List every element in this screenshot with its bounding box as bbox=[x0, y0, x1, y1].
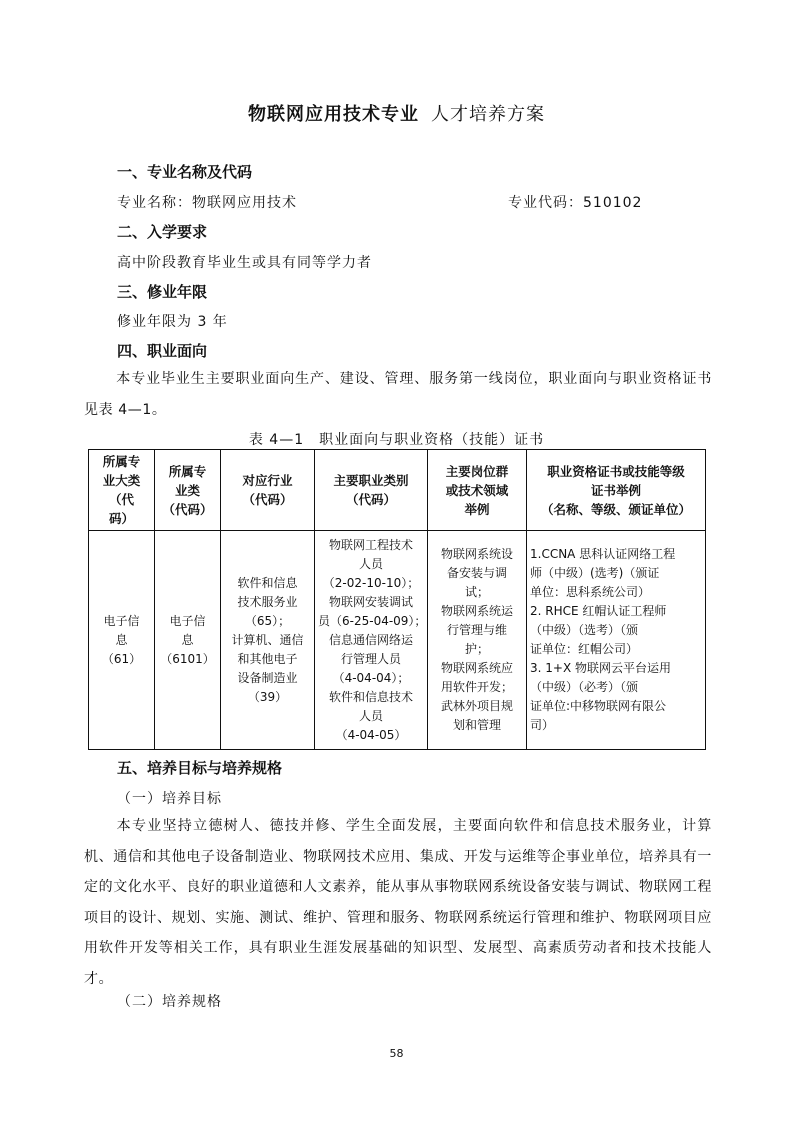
cell-line: 职业资格证书或技能等级 bbox=[547, 463, 685, 479]
section-4-heading: 四、职业面向 bbox=[117, 342, 208, 360]
cell-line: （代码） bbox=[345, 492, 396, 507]
cell-line: （名称、等级、颁证单位） bbox=[540, 501, 691, 517]
cell-line: 业大类 bbox=[102, 473, 141, 488]
cell-line: 息 bbox=[115, 632, 128, 647]
cell-line: 员（6-25-04-09）； bbox=[318, 613, 427, 628]
cell-line: 1.CCNA 思科认证网络工程 bbox=[530, 547, 676, 561]
cell-line: 用软件开发； bbox=[440, 680, 513, 694]
cell-line: 或技术领域 bbox=[445, 482, 509, 498]
cell-line: 单位：思科系统公司） bbox=[530, 585, 651, 599]
row-cell bbox=[428, 531, 527, 750]
header-cell bbox=[155, 450, 221, 531]
cell-line: 主要岗位群 bbox=[445, 463, 509, 479]
row-cell bbox=[89, 531, 155, 750]
goal-paragraph: 本专业坚持立德树人、德技并修、学生全面发展，主要面向软件和信息技术服务业，计算机、通信和其他电子设备制造业、物联网技术应用、集成、开发与运维等企事业单位，培养具有一定的文化水平、良好的职业道德和人文素养，能从事从事物联网系统设备安装与调试、物联网工程项目的设计、规划、实施、测试、维护、管理和服务、物联网系统运行管理和维护、物联网项目应用软件开发等相关工作，具有职业生涯发展基础的知识型、发展型、高素质劳动者和技术技能人才。 bbox=[84, 818, 712, 987]
document-title bbox=[0, 100, 793, 126]
cell-line: （39） bbox=[247, 689, 288, 704]
cell-line: 人员 bbox=[358, 708, 383, 723]
cell-line: 技术服务业 bbox=[237, 594, 298, 609]
cell-line: 师（中级）(选考)（颁证 bbox=[530, 566, 660, 580]
row-cell bbox=[155, 531, 221, 750]
admission-text: 高中阶段教育毕业生或具有同等学力者 bbox=[117, 255, 372, 271]
row-cell bbox=[315, 531, 428, 750]
header-cell bbox=[315, 450, 428, 531]
cell-line: （61） bbox=[101, 651, 142, 666]
cell-line: 所属专 bbox=[102, 454, 141, 469]
cell-line: 物联网系统应 bbox=[440, 661, 513, 675]
cell-line: 码） bbox=[108, 511, 134, 526]
duration-text: 修业年限为 3 年 bbox=[117, 314, 228, 330]
section-5-sub2: （二）培养规格 bbox=[117, 994, 222, 1010]
section-1-heading: 一、专业名称及代码 bbox=[117, 163, 253, 181]
major-name: 专业名称：物联网应用技术 bbox=[117, 195, 297, 211]
cell-line: 软件和信息 bbox=[237, 575, 298, 590]
cell-line: 息 bbox=[181, 632, 194, 647]
cell-line: 物联网系统运 bbox=[440, 604, 513, 618]
cell-line: 和其他电子 bbox=[237, 651, 298, 666]
header-cell bbox=[428, 450, 527, 531]
cell-line: 3. 1+X 物联网云平台运用 bbox=[530, 661, 671, 675]
cell-line: 行管理人员 bbox=[340, 651, 401, 666]
cell-line: 电子信 bbox=[103, 613, 140, 628]
cell-line: 证书举例 bbox=[590, 482, 641, 498]
table-caption: 表 4—1 职业面向与职业资格（技能）证书 bbox=[248, 432, 545, 448]
cell-line: （代码） bbox=[162, 501, 213, 517]
major-code: 专业代码：510102 bbox=[508, 195, 643, 211]
table-header-row bbox=[89, 450, 706, 531]
section-2-heading: 二、入学要求 bbox=[117, 223, 208, 241]
cell-line: 举例 bbox=[464, 501, 490, 517]
table-row bbox=[89, 531, 706, 750]
cell-line: 武林外项目规 bbox=[440, 699, 513, 713]
cell-line: 护； bbox=[464, 642, 489, 656]
cell-line: 主要职业类别 bbox=[333, 473, 409, 488]
cell-line: （中级）（选考）（颁 bbox=[530, 623, 639, 637]
title-sub: 人才培养方案 bbox=[431, 104, 545, 125]
row-cell bbox=[527, 531, 706, 750]
cell-line: （65）； bbox=[244, 613, 291, 628]
cell-line: 业类 bbox=[174, 482, 200, 498]
cell-line: 物联网系统设 bbox=[440, 547, 513, 561]
header-cell bbox=[221, 450, 315, 531]
career-paragraph: 本专业毕业生主要职业面向生产、建设、管理、服务第一线岗位，职业面向与职业资格证书见表 4—1。 bbox=[84, 371, 712, 418]
cell-line: 行管理与维 bbox=[446, 623, 507, 637]
cell-line: （4-04-05） bbox=[335, 727, 407, 742]
cell-line: （6101） bbox=[160, 651, 215, 666]
cell-line: （代 bbox=[108, 492, 134, 507]
cell-line: 信息通信网络运 bbox=[328, 632, 413, 647]
cell-line: 所属专 bbox=[168, 463, 207, 479]
section-5-sub1: （一）培养目标 bbox=[117, 791, 222, 807]
cell-line: 人员 bbox=[358, 556, 383, 571]
cell-line: 证单位:中移物联网有限公 bbox=[530, 699, 667, 713]
cell-line: 物联网安装调试 bbox=[328, 594, 413, 609]
cell-line: （2-02-10-10）； bbox=[322, 575, 420, 590]
header-cell bbox=[89, 450, 155, 531]
cell-line: 试； bbox=[464, 585, 489, 599]
section-3-heading: 三、修业年限 bbox=[117, 283, 208, 301]
cell-line: 电子信 bbox=[169, 613, 206, 628]
cell-line: （4-04-04）； bbox=[332, 670, 410, 685]
cell-line: 备安装与调 bbox=[446, 566, 507, 580]
cell-line: 设备制造业 bbox=[237, 670, 298, 685]
cell-line: 计算机、通信 bbox=[231, 632, 304, 647]
cell-line: 2. RHCE 红帽认证工程师 bbox=[530, 604, 667, 618]
header-cell bbox=[527, 450, 706, 531]
cell-line: 软件和信息技术 bbox=[328, 689, 413, 704]
row-cell bbox=[221, 531, 315, 750]
cell-line: 划和管理 bbox=[452, 718, 501, 732]
cell-line: 物联网工程技术 bbox=[328, 537, 413, 552]
page-number: 58 bbox=[389, 1047, 404, 1060]
title-main: 物联网应用技术专业 bbox=[248, 104, 419, 125]
cell-line: （中级）（必考）（颁 bbox=[530, 680, 639, 694]
cell-line: （代码） bbox=[242, 492, 293, 507]
section-5-heading: 五、培养目标与培养规格 bbox=[117, 759, 283, 777]
cell-line: 司） bbox=[530, 718, 555, 732]
cell-line: 对应行业 bbox=[242, 473, 293, 488]
cell-line: 证单位：红帽公司） bbox=[530, 642, 639, 656]
career-table bbox=[88, 449, 706, 750]
